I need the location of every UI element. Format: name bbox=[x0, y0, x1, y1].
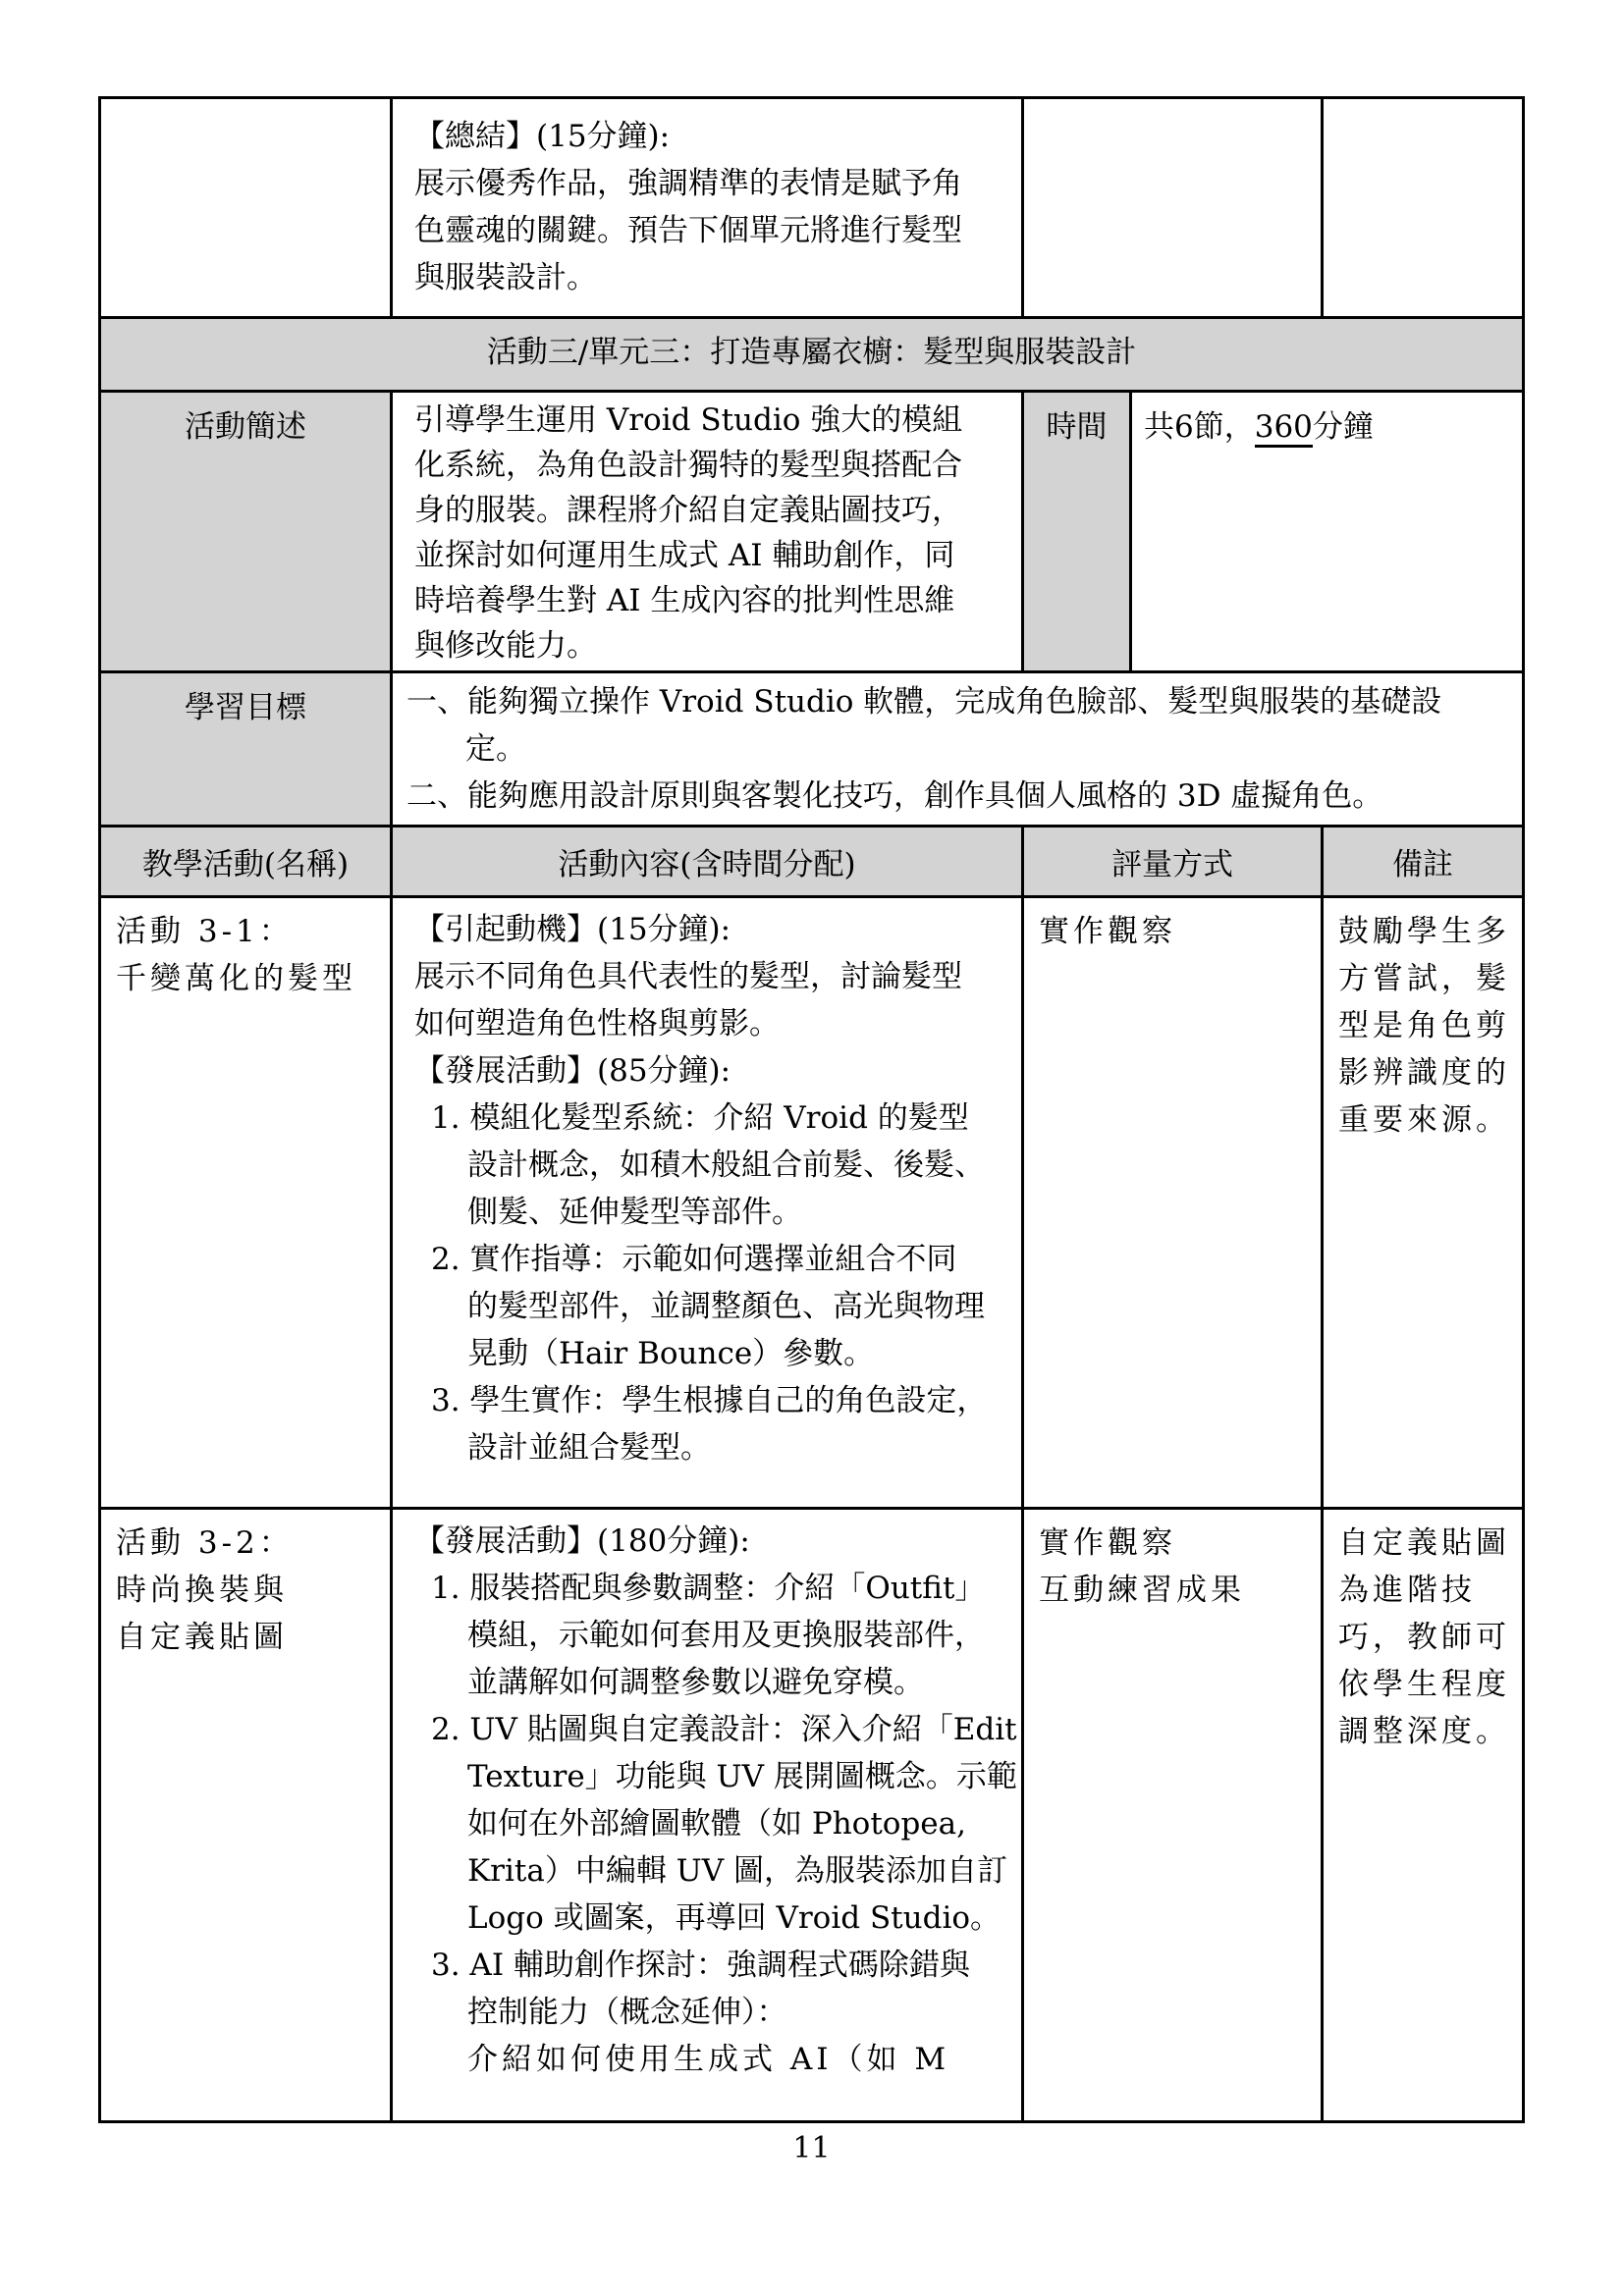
time-value-cell bbox=[1132, 393, 1522, 670]
text-line: 方嘗試，髮 bbox=[1338, 961, 1510, 996]
text-line: 時尚換裝與 bbox=[116, 1573, 288, 1608]
text-line: 的髮型部件，並調整顏色、高光與物理 bbox=[467, 1289, 985, 1324]
text-line: 介紹如何使用生成式 AI（如 M bbox=[467, 2042, 950, 2077]
carryover-notes-cell bbox=[1324, 99, 1522, 316]
text-line: 與服裝設計。 bbox=[414, 260, 597, 295]
page-number: 11 bbox=[792, 2131, 831, 2165]
objectives-content-cell bbox=[393, 673, 1522, 825]
summary-content-cell bbox=[393, 393, 1024, 670]
activity-3-2-name-cell bbox=[101, 1510, 393, 2120]
text-line: 展示優秀作品，強調精準的表情是賦予角 bbox=[414, 166, 962, 201]
activity-3-1-content-cell bbox=[393, 898, 1024, 1507]
text-line: 活動 3-2： bbox=[116, 1525, 294, 1561]
text-line: 晃動（Hair Bounce）參數。 bbox=[467, 1336, 875, 1371]
carryover-activity-name-cell bbox=[101, 99, 393, 316]
text-line: 調整深度。 bbox=[1338, 1714, 1510, 1749]
activity-3-1-notes-cell bbox=[1324, 898, 1522, 1507]
header-assessment: 評量方式 bbox=[1024, 828, 1324, 895]
activity-3-1-assessment-cell bbox=[1024, 898, 1324, 1507]
text-line: Logo 或圖案，再導回 Vroid Studio。 bbox=[467, 1900, 1001, 1936]
header-activity-name: 教學活動(名稱) bbox=[101, 828, 393, 895]
text-line: 自定義貼圖 bbox=[116, 1620, 288, 1655]
text-line: 【發展活動】(180分鐘): bbox=[414, 1523, 750, 1559]
unit-banner-row bbox=[101, 319, 1522, 393]
carryover-row bbox=[101, 99, 1522, 319]
text-line: 3. AI 輔助創作探討：強調程式碼除錯與 bbox=[431, 1948, 970, 1983]
text-line: 活動 3-1： bbox=[116, 914, 294, 949]
learning-objectives-row bbox=[101, 673, 1522, 828]
text-line: 巧，教師可 bbox=[1338, 1620, 1510, 1655]
text-line: 身的服裝。課程將介紹自定義貼圖技巧， bbox=[414, 493, 962, 528]
text-line: 實作觀察 bbox=[1039, 914, 1176, 949]
activity-3-2-content-cell bbox=[393, 1510, 1024, 2120]
text-line: 千變萬化的髮型 bbox=[116, 961, 356, 996]
text-line: 並探討如何運用生成式 AI 輔助創作，同 bbox=[414, 538, 955, 573]
text-line: 互動練習成果 bbox=[1039, 1573, 1245, 1608]
text-line: 重要來源。 bbox=[1338, 1102, 1510, 1138]
carryover-content-cell bbox=[393, 99, 1024, 316]
text-line: 色靈魂的關鍵。預告下個單元將進行髮型 bbox=[414, 213, 962, 248]
text-line: 依學生程度 bbox=[1338, 1667, 1510, 1702]
activity-3-2-notes-cell bbox=[1324, 1510, 1522, 2120]
objectives-label-cell: 學習目標 bbox=[101, 673, 393, 825]
text-line: 二、能夠應用設計原則與客製化技巧，創作具個人風格的 3D 虛擬角色。 bbox=[406, 778, 1383, 814]
column-header-row bbox=[101, 828, 1522, 898]
text-line: 影辨識度的 bbox=[1338, 1055, 1510, 1091]
text-line: 如何塑造角色性格與剪影。 bbox=[414, 1006, 780, 1041]
text-line: 模組，示範如何套用及更換服裝部件， bbox=[467, 1618, 985, 1653]
header-notes: 備註 bbox=[1324, 828, 1522, 895]
text-line: Krita）中編輯 UV 圖，為服裝添加自訂 bbox=[467, 1853, 1008, 1889]
text-part: 分鐘 bbox=[1312, 409, 1374, 445]
text-line: 實作觀察 bbox=[1039, 1525, 1176, 1561]
text-line: 自定義貼圖 bbox=[1338, 1525, 1510, 1561]
text-line: 【引起動機】(15分鐘): bbox=[414, 912, 731, 947]
text-line: 【發展活動】(85分鐘): bbox=[414, 1053, 731, 1089]
text-line: 1. 服裝搭配與參數調整：介紹「Outfit」 bbox=[431, 1571, 986, 1606]
text-line: 3. 學生實作：學生根據自己的角色設定， bbox=[431, 1383, 988, 1418]
unit-banner-title: 活動三/單元三：打造專屬衣櫥：髮型與服裝設計 bbox=[101, 319, 1522, 390]
text-line: 2. UV 貼圖與自定義設計：深入介紹「Edit bbox=[431, 1712, 1017, 1747]
text-line: 並講解如何調整參數以避免穿模。 bbox=[467, 1665, 924, 1700]
text-line: 【總結】(15分鐘): bbox=[414, 119, 671, 154]
text-line: 化系統，為角色設計獨特的髮型與搭配合 bbox=[414, 448, 962, 483]
text-line: Texture」功能與 UV 展開圖概念。示範 bbox=[467, 1759, 1017, 1794]
text-part: 共6節， bbox=[1144, 409, 1255, 445]
activity-3-2-assessment-cell bbox=[1024, 1510, 1324, 2120]
lesson-plan-table bbox=[98, 96, 1525, 2123]
text-line: 側髮、延伸髮型等部件。 bbox=[467, 1195, 802, 1230]
summary-label-cell: 活動簡述 bbox=[101, 393, 393, 670]
text-line: 時培養學生對 AI 生成內容的批判性思維 bbox=[414, 583, 955, 618]
activity-3-1-name-cell bbox=[101, 898, 393, 1507]
header-activity-content: 活動內容(含時間分配) bbox=[393, 828, 1024, 895]
activity-row-3-1 bbox=[101, 898, 1522, 1510]
text-line: 型是角色剪 bbox=[1338, 1008, 1510, 1043]
activity-summary-row bbox=[101, 393, 1522, 673]
time-label-cell: 時間 bbox=[1024, 393, 1132, 670]
text-line: 2. 實作指導：示範如何選擇並組合不同 bbox=[431, 1242, 957, 1277]
underlined-value: 360 bbox=[1255, 409, 1313, 448]
text-line: 1. 模組化髮型系統：介紹 Vroid 的髮型 bbox=[431, 1100, 969, 1136]
text-line: 鼓勵學生多 bbox=[1338, 914, 1510, 949]
text-line: 設計並組合髮型。 bbox=[467, 1430, 711, 1466]
text-line: 與修改能力。 bbox=[414, 628, 597, 664]
text-line: 如何在外部繪圖軟體（如 Photopea, bbox=[467, 1806, 966, 1842]
text-line: 定。 bbox=[465, 731, 526, 767]
text-line: 控制能力（概念延伸）： bbox=[467, 1995, 787, 2030]
carryover-assessment-cell bbox=[1024, 99, 1324, 316]
activity-row-3-2 bbox=[101, 1510, 1522, 2120]
text-line: 展示不同角色具代表性的髮型，討論髮型 bbox=[414, 959, 962, 994]
text-line: 引導學生運用 Vroid Studio 強大的模組 bbox=[414, 402, 963, 438]
text-line: 設計概念，如積木般組合前髮、後髮、 bbox=[467, 1148, 985, 1183]
text-line: 一、能夠獨立操作 Vroid Studio 軟體，完成角色臉部、髮型與服裝的基礎設 bbox=[406, 684, 1442, 720]
text-line: 為進階技 bbox=[1338, 1573, 1476, 1608]
